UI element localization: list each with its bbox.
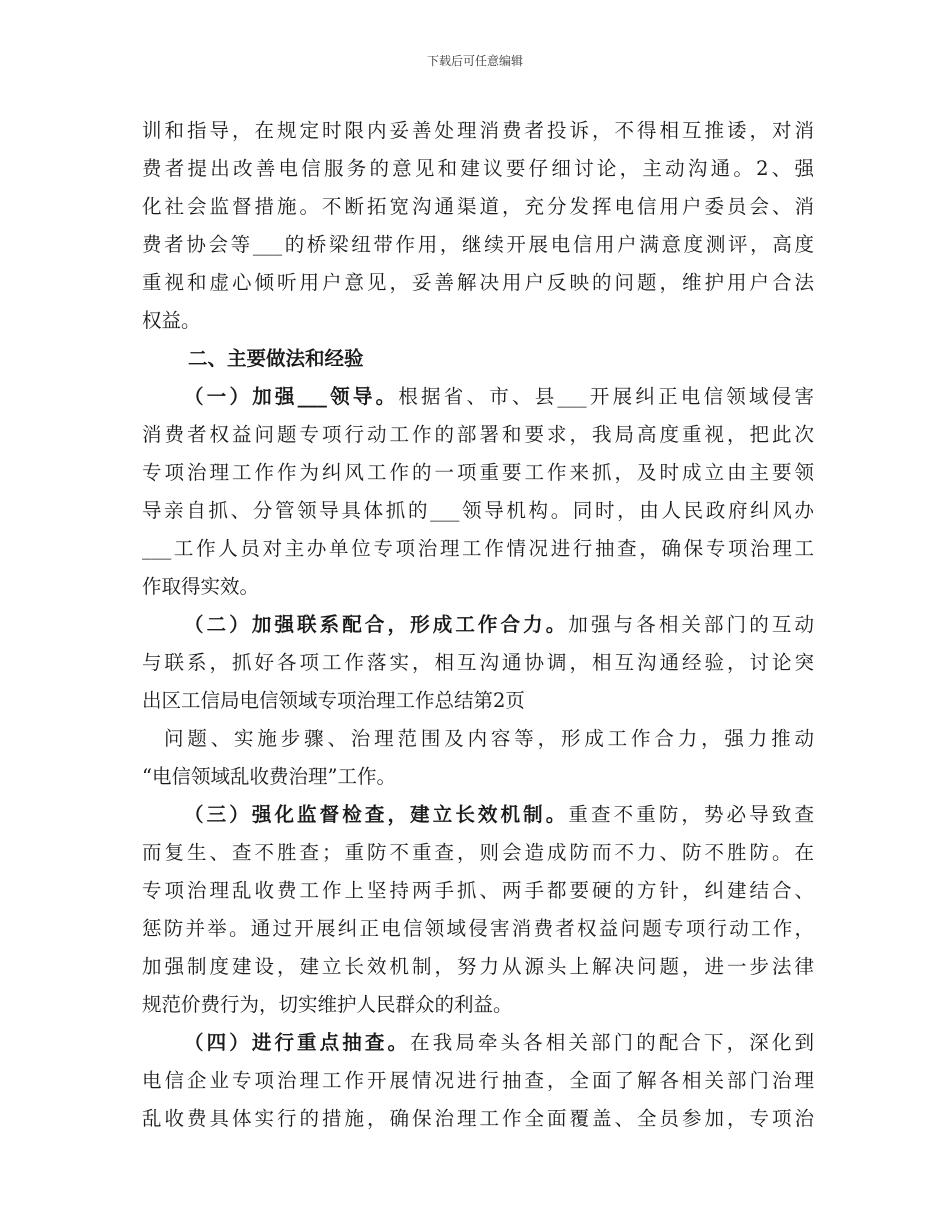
text-line (142, 1100, 814, 1138)
subsection-title: （二）加强联系配合，形成工作合力。 (184, 613, 569, 636)
text-line (142, 758, 814, 796)
text-line (142, 454, 814, 492)
line-text: “电信领域乱收费治理”工作。 (142, 765, 396, 788)
text-line (142, 264, 814, 302)
line-text: 出区工信局电信领域专项治理工作总结第2页 (142, 689, 525, 712)
text-line (142, 188, 814, 226)
line-text: 加强制度建设，建立长效机制，努力从源头上解决问题，进一步法律 (142, 955, 814, 978)
document-body (142, 112, 814, 1138)
text-line (142, 150, 814, 188)
line-text: ___工作人员对主办单位专项治理工作情况进行抽查，确保专项治理工 (142, 537, 814, 560)
line-text: 训和指导，在规定时限内妥善处理消费者投诉，不得相互推诿，对消 (142, 119, 814, 142)
line-text: 导亲自抓、分管领导具体抓的___领导机构。同时，由人民政府纠风办 (142, 499, 814, 522)
text-line (142, 796, 814, 834)
text-line (142, 910, 814, 948)
line-text: 而复生、查不胜查；重防不重查，则会造成防而不力、防不胜防。在 (142, 841, 814, 864)
line-text: 与联系，抓好各项工作落实，相互沟通协调，相互沟通经验，讨论突 (142, 651, 814, 674)
text-line (142, 644, 814, 682)
section-heading (142, 340, 814, 378)
text-line (142, 872, 814, 910)
line-text: 加强与各相关部门的互动 (568, 613, 814, 636)
text-line (142, 416, 814, 454)
line-text: 专项治理乱收费工作上坚持两手抓、两手都要硬的方针，纠建结合、 (142, 879, 814, 902)
text-line (142, 112, 814, 150)
line-text: 化社会监督措施。不断拓宽沟通渠道，充分发挥电信用户委员会、消 (142, 195, 814, 218)
line-text: 权益。 (142, 309, 201, 332)
text-line (142, 986, 814, 1024)
text-line (142, 302, 814, 340)
line-text: 作取得实效。 (142, 575, 260, 598)
line-text: 消费者权益问题专项行动工作的部署和要求，我局高度重视，把此次 (142, 423, 814, 446)
text-line (142, 1062, 814, 1100)
text-line (142, 568, 814, 606)
text-line (142, 948, 814, 986)
line-text: 二、主要做法和经验 (188, 347, 364, 370)
line-text: 重查不重防，势必导致查 (568, 803, 814, 826)
subsection-title: （一）加强___领导。 (184, 385, 399, 408)
text-line (142, 1024, 814, 1062)
text-line (142, 606, 814, 644)
line-text: 费者协会等___的桥梁纽带作用，继续开展电信用户满意度测评，高度 (142, 233, 814, 256)
text-line (142, 720, 814, 758)
subsection-title: （三）强化监督检查，建立长效机制。 (184, 803, 569, 826)
line-text: 根据省、市、县___开展纠正电信领域侵害 (398, 385, 814, 408)
line-text: 惩防并举。通过开展纠正电信领域侵害消费者权益问题专项行动工作， (142, 917, 814, 940)
text-line (142, 530, 814, 568)
line-text: 规范价费行为，切实维护人民群众的利益。 (142, 993, 513, 1016)
page-header: 下载后可任意编辑 (426, 54, 523, 68)
text-line (142, 378, 814, 416)
text-line (142, 226, 814, 264)
line-text: 重视和虚心倾听用户意见，妥善解决用户反映的问题，维护用户合法 (142, 271, 814, 294)
line-text: 专项治理工作作为纠风工作的一项重要工作来抓，及时成立由主要领 (142, 461, 814, 484)
line-text: 在我局牵头各相关部门的配合下，深化到 (410, 1031, 814, 1054)
line-text: 乱收费具体实行的措施，确保治理工作全面覆盖、全员参加，专项治 (142, 1107, 814, 1130)
text-line (142, 834, 814, 872)
subsection-title: （四）进行重点抽查。 (184, 1031, 411, 1054)
text-line (142, 492, 814, 530)
text-line (142, 682, 814, 720)
line-text: 问题、实施步骤、治理范围及内容等，形成工作合力，强力推动 (164, 727, 814, 750)
line-text: 电信企业专项治理工作开展情况进行抽查，全面了解各相关部门治理 (142, 1069, 814, 1092)
line-text: 费者提出改善电信服务的意见和建议要仔细讨论，主动沟通。2、强 (142, 157, 814, 180)
